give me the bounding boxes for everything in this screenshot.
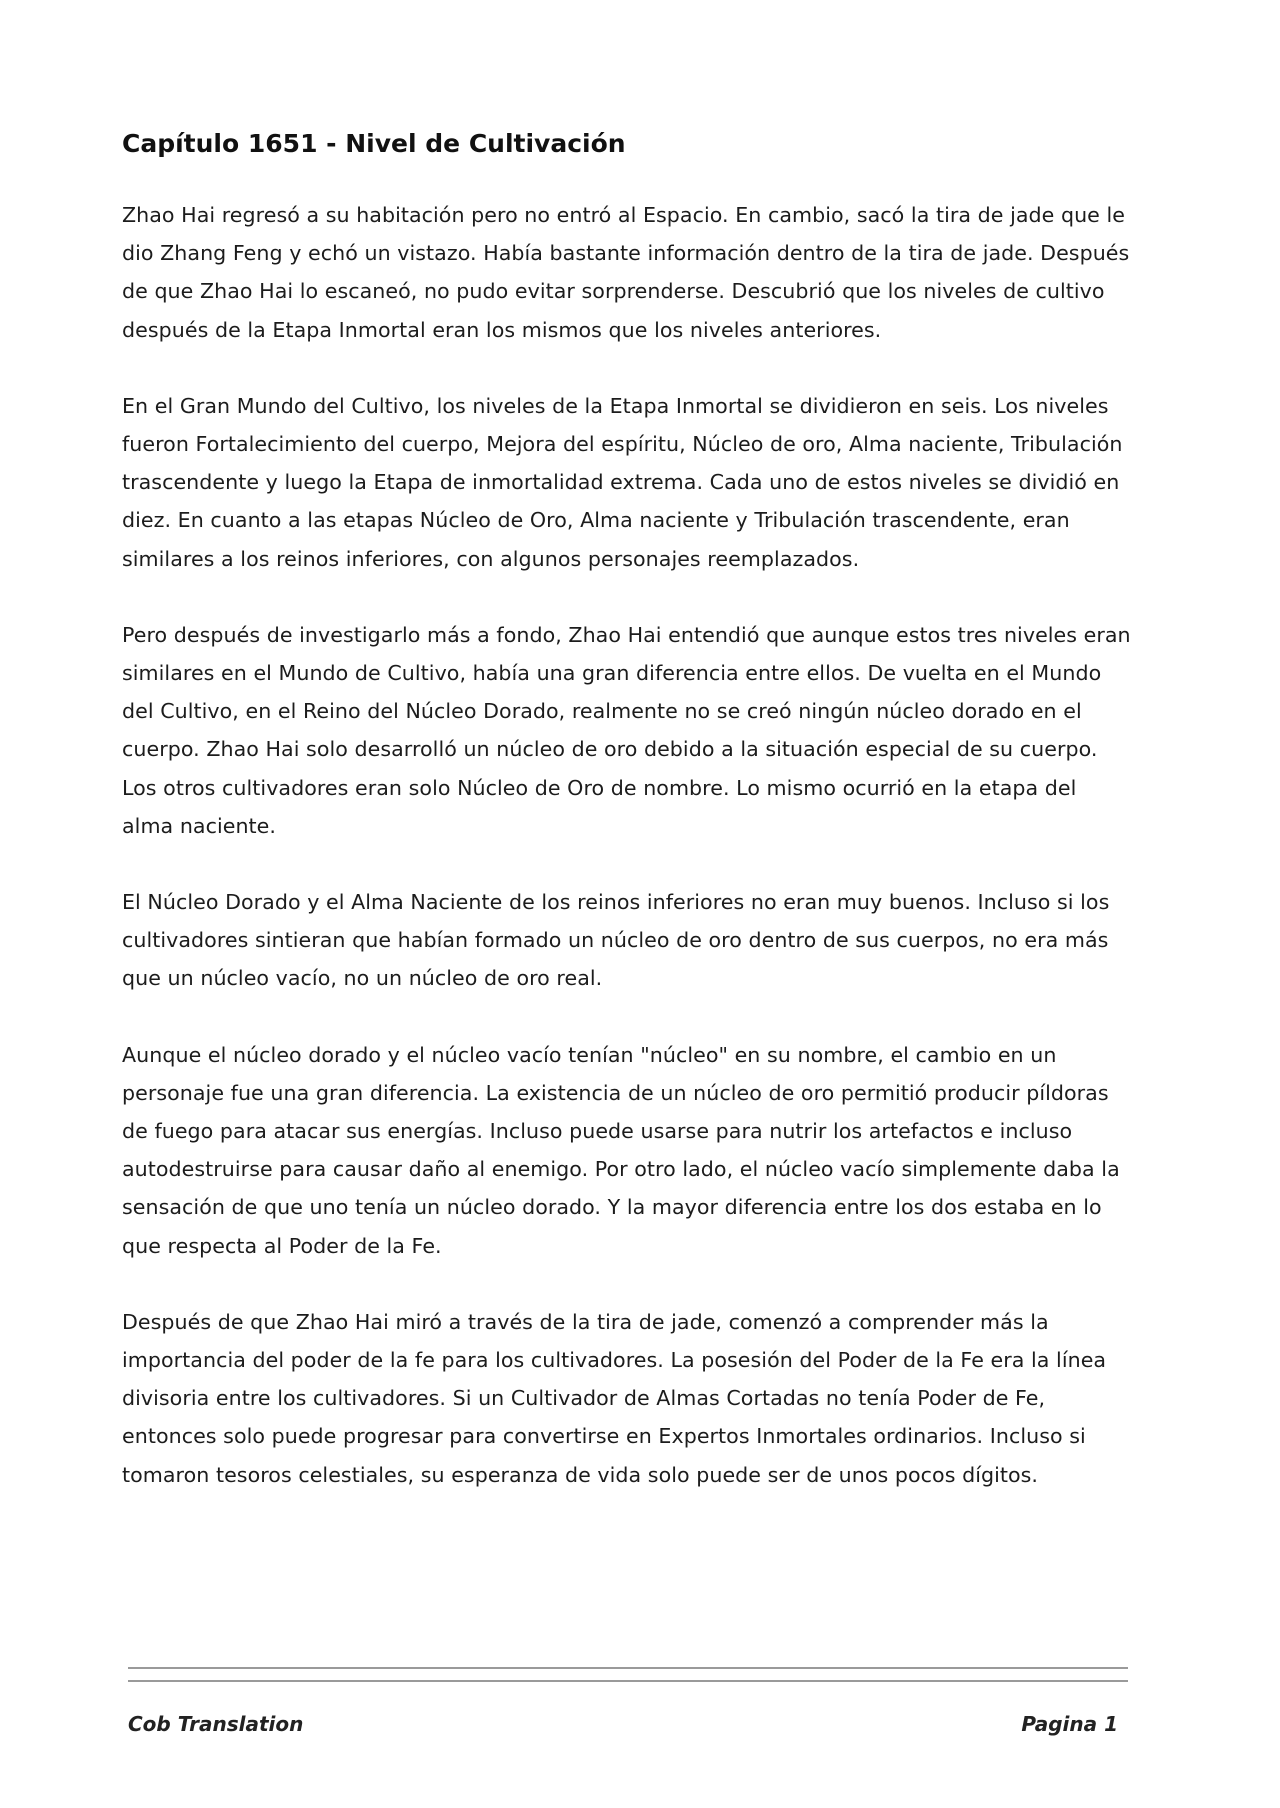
document-content xyxy=(122,126,1132,1532)
footer-page-number: Pagina 1 xyxy=(1021,1712,1118,1736)
paragraph-1: Zhao Hai regresó a su habitación pero no entró al Espacio. En cambio, sacó la tira de jade que le dio Zhang Feng y echó un vistazo. Había bastante información dentro de la tira de jade. Después de que Zhao Hai lo escaneó, no pudo evitar sorprenderse. Descubrió que los niveles de cultivo después de la Etapa Inmortal eran los mismos que los niveles anteriores. xyxy=(122,203,1130,342)
paragraph-6: Después de que Zhao Hai miró a través de la tira de jade, comenzó a comprender más la importancia del poder de la fe para los cultivadores. La posesión del Poder de la Fe era la línea divisoria entre los cultivadores. Si un Cultivador de Almas Cortadas no tenía Poder de Fe, entonces solo puede progresar para convertirse en Expertos Inmortales ordinarios. Incluso si tomaron tesoros celestiales, su esperanza de vida solo puede ser de unos pocos dígitos. xyxy=(122,1309,1107,1487)
chapter-title: Capítulo 1651 - Nivel de Cultivación xyxy=(122,129,626,158)
footer-divider-bottom xyxy=(128,1680,1128,1682)
paragraph-5: Aunque el núcleo dorado y el núcleo vacío tenían "núcleo" en su nombre, el cambio en un personaje fue una gran diferencia. La existencia de un núcleo de oro permitió producir píldoras de fuego para atacar sus energías. Incluso puede usarse para nutrir los artefactos e incluso autodestruirse para causar daño al enemigo. Por otro lado, el núcleo vacío simplemente daba la sensación de que uno tenía un núcleo dorado. Y la mayor diferencia entre los dos estaba en lo que respecta al Poder de la Fe. xyxy=(122,1042,1120,1258)
paragraph-4: El Núcleo Dorado y el Alma Naciente de los reinos inferiores no eran muy buenos. Incluso si los cultivadores sintieran que habían formado un núcleo de oro dentro de sus cuerpos, no era más que un núcleo vacío, no un núcleo de oro real. xyxy=(122,890,1110,991)
footer-divider-top xyxy=(128,1667,1128,1669)
paragraph-3: Pero después de investigarlo más a fondo, Zhao Hai entendió que aunque estos tres niveles eran similares en el Mundo de Cultivo, había una gran diferencia entre ellos. De vuelta en el Mundo del Cultivo, en el Reino del Núcleo Dorado, realmente no se creó ningún núcleo dorado en el cuerpo. Zhao Hai solo desarrolló un núcleo de oro debido a la situación especial de su cuerpo. Los otros cultivadores eran solo Núcleo de Oro de nombre. Lo mismo ocurrió en la etapa del alma naciente. xyxy=(122,622,1131,838)
paragraph-2: En el Gran Mundo del Cultivo, los niveles de la Etapa Inmortal se dividieron en seis. Los niveles fueron Fortalecimiento del cuerpo, Mejora del espíritu, Núcleo de oro, Alma naciente, Tribulación trascendente y luego la Etapa de inmortalidad extrema. Cada uno de estos niveles se dividió en diez. En cuanto a las etapas Núcleo de Oro, Alma naciente y Tribulación trascendente, eran similares a los reinos inferiores, con algunos personajes reemplazados. xyxy=(122,393,1123,571)
footer-translator-credit: Cob Translation xyxy=(128,1712,304,1736)
